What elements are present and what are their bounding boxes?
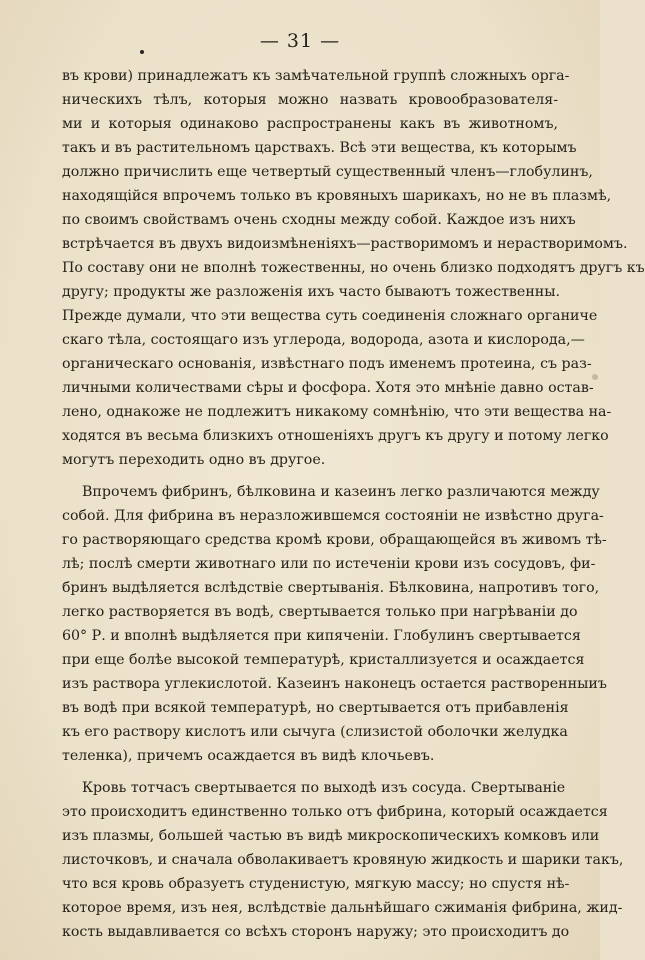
- text-line: кость выдавливается со всѣхъ сторонъ наружу; это происходитъ до: [62, 924, 570, 940]
- text-line: по своимъ свойствамъ очень сходны между собой. Каждое изъ нихъ: [62, 212, 576, 228]
- body-text: [62, 64, 645, 944]
- paragraph: [62, 64, 645, 472]
- text-line: могутъ переходить одно въ другое.: [62, 452, 326, 468]
- text-line: теленка), причемъ осаждается въ видѣ клочьевъ.: [62, 748, 435, 764]
- text-line: 60° Р. и вполнѣ выдѣляется при кипяченіи. Глобулинъ свертывается: [62, 628, 581, 644]
- paragraph-gap: [62, 768, 558, 776]
- text-line: скаго тѣла, состоящаго изъ углерода, водорода, азота и кислорода,—: [62, 332, 585, 348]
- text-line: въ водѣ при всякой температурѣ, но свертывается отъ прибавленія: [62, 700, 569, 716]
- text-line: такъ и въ растительномъ царствахъ. Всѣ эти вещества, къ которымъ: [62, 140, 577, 156]
- text-line: находящійся впрочемъ только въ кровяныхъ шарикахъ, но не въ плазмѣ,: [62, 188, 612, 204]
- text-line: къ его раствору кислотъ или сычуга (слизистой оболочки желудка: [62, 724, 568, 740]
- text-line: лено, однакоже не подлежитъ никакому сомнѣнію, что эти вещества на-: [62, 404, 612, 420]
- paragraph-gap: [62, 472, 558, 480]
- text-line: легко растворяется въ водѣ, свертывается только при нагрѣваніи до: [62, 604, 578, 620]
- text-line: Прежде думали, что эти вещества суть соединенія сложнаго органиче: [62, 308, 598, 324]
- text-line: Кровь тотчасъ свертывается по выходѣ изъ сосуда. Свертываніе: [82, 780, 566, 796]
- text-line: что вся кровь образуетъ студенистую, мягкую массу; но спустя нѣ-: [62, 876, 570, 892]
- text-line: органическаго основанія, извѣстнаго подъ именемъ протеина, съ раз-: [62, 356, 592, 372]
- text-line: го растворяющаго средства кромѣ крови, обращающейся въ живомъ тѣ-: [62, 532, 607, 548]
- text-line: личными количествами сѣры и фосфора. Хотя это мнѣніе давно остав-: [62, 380, 594, 396]
- text-line: встрѣчается въ двухъ видоизмѣненіяхъ—растворимомъ и нерастворимомъ.: [62, 236, 628, 252]
- text-line: изъ раствора углекислотой. Казеинъ наконецъ остается растворенныиъ: [62, 676, 607, 692]
- text-line: ходятся въ весьма близкихъ отношеніяхъ другъ къ другу и потому легко: [62, 428, 609, 444]
- page-number: — 31 —: [259, 30, 341, 52]
- paragraph: [62, 480, 607, 768]
- text-line: ническихъ тѣлъ, которыя можно назвать кровообразователя-: [62, 92, 558, 108]
- paragraph: [62, 776, 624, 944]
- text-line: собой. Для фибрина въ неразложившемся состояніи не извѣстно друга-: [62, 508, 604, 524]
- text-line: изъ плазмы, большей частью въ видѣ микроскопическихъ комковъ или: [62, 828, 600, 844]
- text-line: бринъ выдѣляется вслѣдствіе свертыванія. Бѣлковина, напротивъ того,: [62, 580, 600, 596]
- text-line: лѣ; послѣ смерти животнаго или по истеченіи крови изъ сосудовъ, фи-: [62, 556, 596, 572]
- text-line: должно причислить еще четвертый существенный членъ—глобулинъ,: [62, 164, 593, 180]
- text-line: листочковъ, и сначала обволакиваетъ кровяную жидкость и шарики такъ,: [62, 852, 624, 868]
- text-line: другу; продукты же разложенія ихъ часто бываютъ тожественны.: [62, 284, 561, 300]
- text-line: при еще болѣе высокой температурѣ, кристаллизуется и осаждается: [62, 652, 585, 668]
- text-line: Впрочемъ фибринъ, бѣлковина и казеинъ легко различаются между: [82, 484, 600, 500]
- text-line: ми и которыя одинаково распространены какъ въ животномъ,: [62, 116, 558, 132]
- text-line: По составу они не вполнѣ тожественны, но очень близко подходятъ другъ къ: [62, 260, 645, 276]
- text-line: которое время, изъ нея, вслѣдствіе дальнѣйшаго сжиманія фибрина, жид-: [62, 900, 623, 916]
- ink-dot: [140, 50, 144, 54]
- text-line: въ крови) принадлежатъ къ замѣчательной группѣ сложныхъ орга-: [62, 68, 570, 84]
- text-line: это происходитъ единственно только отъ фибрина, который осаждается: [62, 804, 608, 820]
